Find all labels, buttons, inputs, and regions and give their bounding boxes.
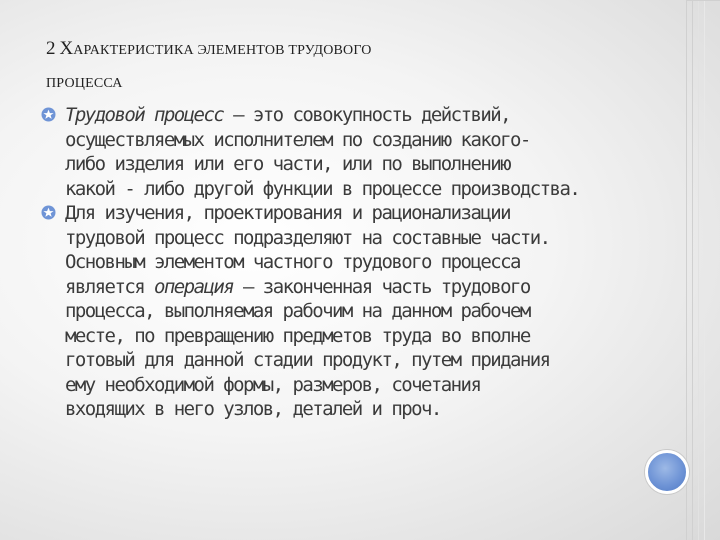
decorative-circle bbox=[645, 450, 689, 494]
bullet-line: Основным элементом частного трудового процесса bbox=[65, 251, 520, 273]
bullet-line: Для изучения, проектирования и рационализации bbox=[65, 202, 511, 224]
bullet-text: является bbox=[65, 275, 155, 298]
bullet-line: готовый для данной стадии продукт, путем придания bbox=[65, 349, 550, 371]
bullet-line bbox=[65, 275, 700, 300]
bullet-text: – законченная часть трудового bbox=[233, 275, 530, 298]
star-bullet-icon bbox=[41, 205, 56, 220]
bullet-line: трудовой процесс подразделяют на составные части. bbox=[65, 226, 550, 249]
title-first-letter: Х bbox=[59, 38, 74, 59]
bullet-line: входящих в него узлов, деталей и проч. bbox=[65, 398, 441, 420]
bullet-line: процесса, выполняемая рабочим на данном рабочем bbox=[65, 300, 530, 322]
bullet-line: месте, по превращению предметов труда во вполне bbox=[65, 324, 530, 347]
bullet-line: ему необходимой формы, размеров, сочетания bbox=[65, 373, 481, 396]
term-italic: Трудовой процесс bbox=[65, 104, 224, 126]
slide-title bbox=[46, 33, 626, 100]
bullet-line: какой - либо другой функции в процессе производства. bbox=[65, 177, 580, 200]
frame-line bbox=[686, 0, 720, 1]
title-number: 2 bbox=[46, 38, 56, 59]
star-bullet-icon bbox=[41, 107, 56, 122]
bullet-line bbox=[65, 103, 700, 128]
bullet-text: – это совокупность действий, bbox=[223, 104, 511, 126]
bullet-item bbox=[40, 201, 700, 422]
title-line-2: ПРОЦЕССА bbox=[46, 76, 123, 91]
title-line-1: АРАКТЕРИСТИКА ЭЛЕМЕНТОВ ТРУДОВОГО bbox=[73, 43, 372, 58]
frame-line bbox=[704, 0, 705, 540]
term-italic: операция bbox=[154, 275, 234, 298]
bullet-item bbox=[40, 103, 700, 201]
bullet-line: осуществляемых исполнителем по созданию какого- bbox=[65, 128, 530, 151]
bullet-line: либо изделия или его части, или по выполнению bbox=[65, 153, 511, 175]
slide-content bbox=[40, 103, 700, 422]
